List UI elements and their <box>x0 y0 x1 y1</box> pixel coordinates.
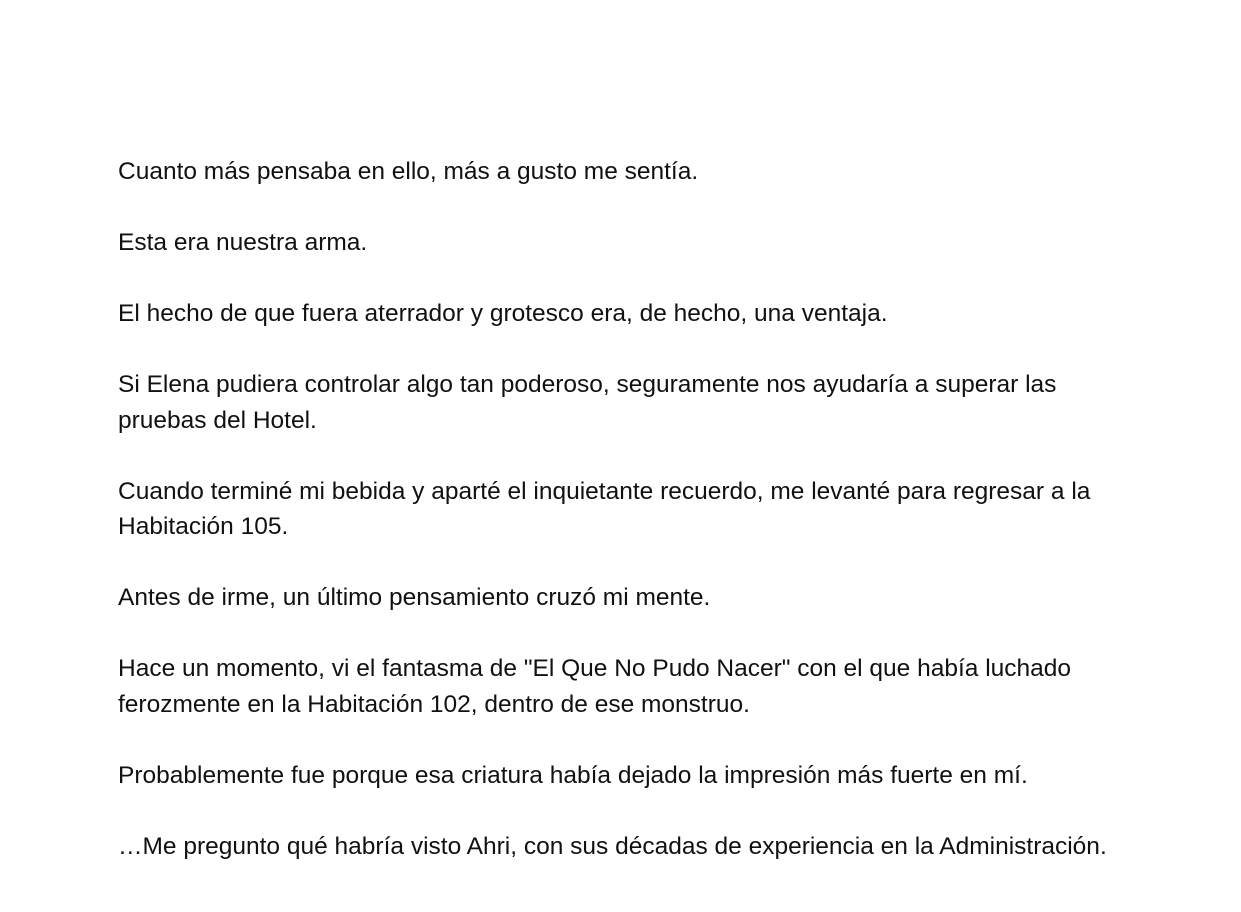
document-page <box>118 154 1123 900</box>
paragraph: Cuanto más pensaba en ello, más a gusto me sentía. <box>118 158 699 185</box>
paragraph: …Me pregunto qué habría visto Ahri, con sus décadas de experiencia en la Administración. <box>118 832 1107 860</box>
paragraph: Esta era nuestra arma. <box>118 229 368 256</box>
paragraph: Hace un momento, vi el fantasma de "El Que No Pudo Nacer" con el que había luchado ferozmente en la Habitación 102, dentro de ese monstruo. <box>118 655 1072 718</box>
paragraph: Cuando terminé mi bebida y aparté el inquietante recuerdo, me levanté para regresar a la Habitación 105. <box>118 477 1091 540</box>
paragraph: Antes de irme, un último pensamiento cruzó mi mente. <box>118 584 711 611</box>
paragraph: Si Elena pudiera controlar algo tan poderoso, seguramente nos ayudaría a superar las pruebas del Hotel. <box>118 371 1057 434</box>
paragraph: El hecho de que fuera aterrador y grotesco era, de hecho, una ventaja. <box>118 300 888 327</box>
paragraph: Probablemente fue porque esa criatura había dejado la impresión más fuerte en mí. <box>118 761 1028 789</box>
